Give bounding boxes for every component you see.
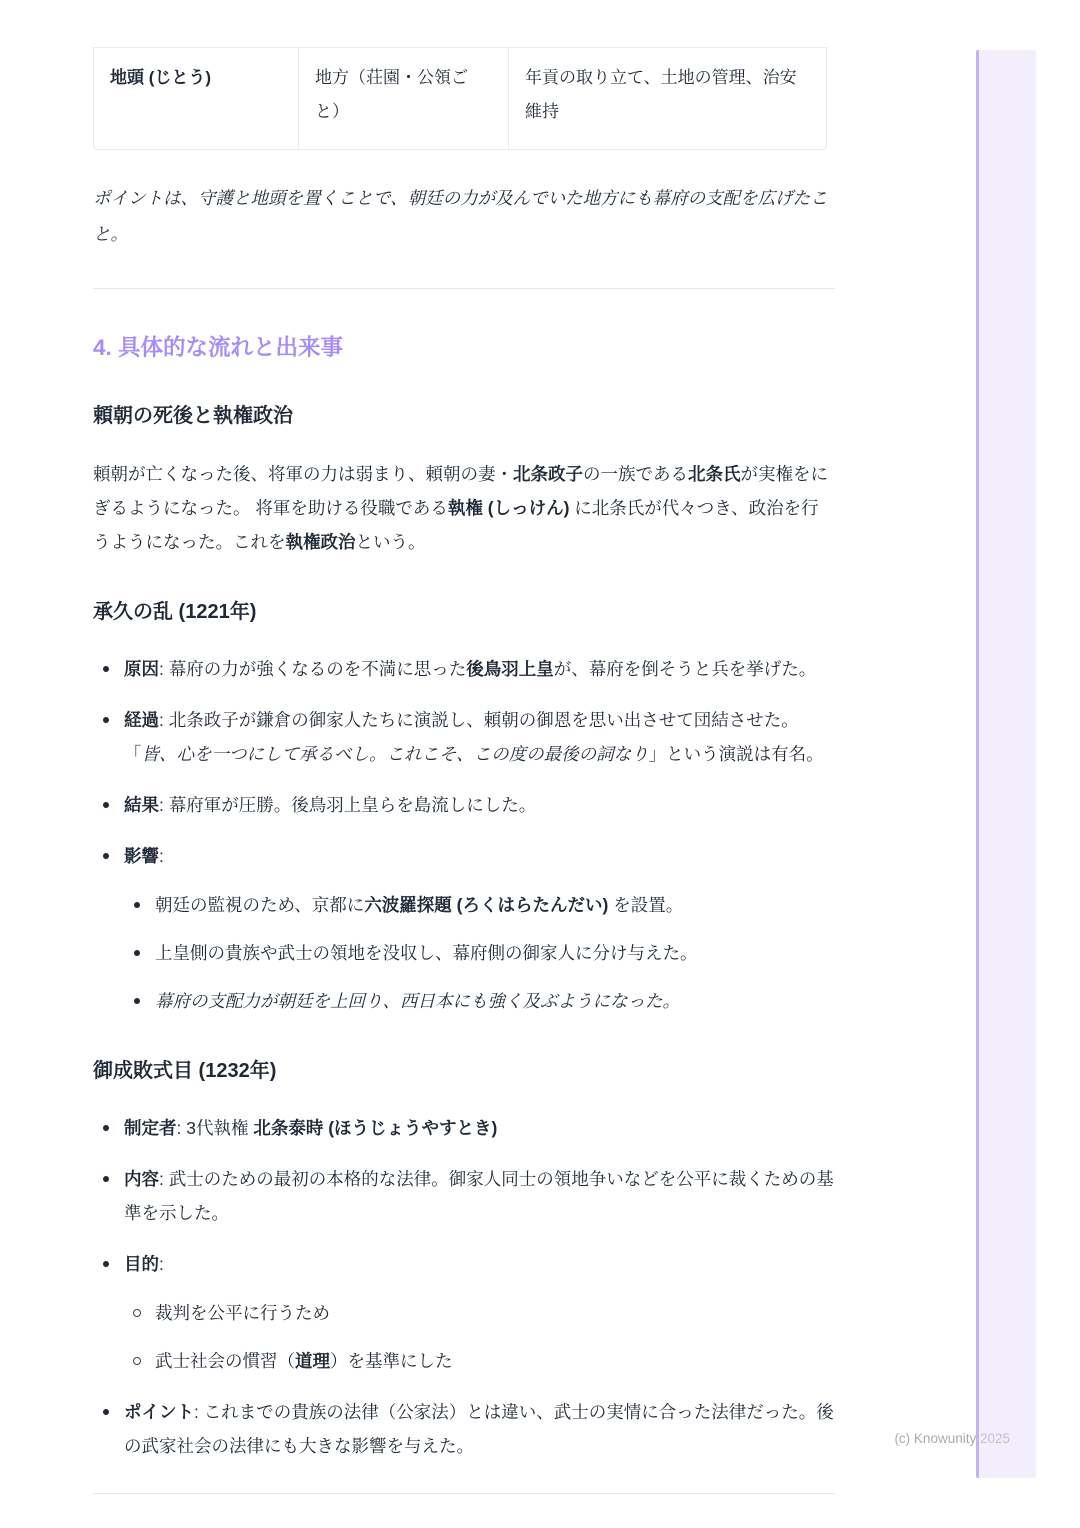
- purpose-label: [124, 1254, 164, 1274]
- text-segment: 目的: [124, 1254, 159, 1274]
- text-segment: 幕府の支配力が朝廷を上回り、西日本にも強く及ぶようになった。: [155, 991, 680, 1011]
- list-item-impact-2: [124, 936, 835, 970]
- text-segment: 原因: [124, 659, 159, 679]
- text-segment: 執権政治: [285, 532, 356, 552]
- goseibai-list: [93, 1111, 835, 1463]
- footer-credit: (c) Knowunity 2025: [894, 1431, 1010, 1446]
- list-item-purpose-2: [124, 1344, 835, 1378]
- subheading-shikken-politics: 頼朝の死後と執権政治: [93, 405, 293, 427]
- purpose-sublist: [124, 1296, 835, 1378]
- table-cell-place: [299, 48, 509, 149]
- text-segment: 経過: [124, 710, 159, 730]
- text-segment: 制定者: [124, 1118, 177, 1138]
- text-segment: 内容: [124, 1169, 159, 1189]
- text-segment: 皆、心を一つにして承るべし。これこそ、この度の最後の詞なり: [141, 744, 649, 764]
- text-segment: :: [159, 1254, 164, 1274]
- section-4-title: 4. 具体的な流れと出来事: [93, 335, 344, 360]
- table-cell-role: [94, 48, 299, 149]
- list-item-purpose-1: [124, 1296, 835, 1330]
- document-page: [93, 0, 835, 1494]
- text-segment: 北条泰時 (ほうじょうやすとき): [253, 1118, 498, 1138]
- text-segment: 北条氏: [688, 464, 741, 484]
- text-segment: 影響: [124, 846, 159, 866]
- text-segment: : 北条政子が鎌倉の御家人たちに演説し、頼朝の御恩を思い出させて団結させた。「: [124, 710, 799, 764]
- text-segment: 頼朝が亡くなった後、将軍の力は弱まり、頼朝の妻・: [93, 464, 513, 484]
- text-segment: 」という演説は有名。: [648, 744, 824, 764]
- section-divider-top: [93, 288, 835, 289]
- text-segment: の一族である: [583, 464, 688, 484]
- text-segment: 地方（荘園・公領ごと）: [315, 68, 468, 121]
- text-segment: 上皇側の貴族や武士の領地を没収し、幕府側の御家人に分け与えた。: [155, 943, 698, 963]
- text-segment: 執権 (しっけん): [447, 498, 570, 518]
- subheading-jokyu-war: 承久の乱 (1221年): [93, 601, 257, 623]
- list-item-maker: [93, 1111, 835, 1145]
- list-item-cause: [93, 652, 835, 686]
- text-segment: に北条氏が代々つき、政治を行うようになった。これを: [93, 498, 819, 552]
- text-segment: 裁判を公平に行うため: [155, 1303, 330, 1323]
- text-segment: : 幕府の力が強くなるのを不満に思った: [159, 659, 467, 679]
- right-highlight-panel: [976, 50, 1036, 1478]
- text-segment: ポイント: [124, 1402, 194, 1422]
- list-item-impact-1: [124, 888, 835, 922]
- section-divider-bottom: [93, 1493, 835, 1494]
- roles-table: [93, 47, 827, 150]
- text-segment: を設置。: [608, 895, 684, 915]
- list-item-content: [93, 1162, 835, 1230]
- list-item-result: [93, 788, 835, 822]
- table-cell-duty: [509, 48, 828, 149]
- list-item-point: [93, 1395, 835, 1463]
- text-segment: ）を基準にした: [330, 1351, 453, 1371]
- text-segment: : 3代執権: [176, 1118, 254, 1138]
- text-segment: 地頭 (じとう): [110, 68, 212, 87]
- list-item-impact: [93, 839, 835, 1018]
- text-segment: 北条政子: [513, 464, 583, 484]
- list-item-course: [93, 703, 835, 771]
- text-segment: 武士社会の慣習（: [155, 1351, 295, 1371]
- impact-sublist: [124, 888, 835, 1018]
- text-segment: 六波羅探題 (ろくはらたんだい): [364, 895, 609, 915]
- jokyu-war-list: [93, 652, 835, 1018]
- point-note-paragraph: [93, 180, 835, 252]
- text-segment: : 幕府軍が圧勝。後鳥羽上皇らを島流しにした。: [159, 795, 537, 815]
- text-segment: 後鳥羽上皇: [466, 659, 554, 679]
- text-segment: という。: [355, 532, 426, 552]
- list-item-purpose: [93, 1247, 835, 1378]
- text-segment: : 武士のための最初の本格的な法律。御家人同士の領地争いなどを公平に裁くための基準を示した。: [124, 1169, 834, 1223]
- shikken-paragraph: [93, 457, 835, 559]
- text-segment: が、幕府を倒そうと兵を挙げた。: [553, 659, 817, 679]
- subheading-goseibai-shikimoku: 御成敗式目 (1232年): [93, 1060, 277, 1082]
- list-item-impact-3: [124, 984, 835, 1018]
- text-segment: : これまでの貴族の法律（公家法）とは違い、武士の実情に合った法律だった。後の武家社会の法律にも大きな影響を与えた。: [124, 1402, 834, 1456]
- text-segment: ポイントは、守護と地頭を置くことで、朝廷の力が及んでいた地方にも幕府の支配を広げたこと。: [93, 188, 828, 244]
- text-segment: 道理: [295, 1351, 330, 1371]
- text-segment: 年貢の取り立て、土地の管理、治安維持: [525, 68, 797, 121]
- text-segment: :: [159, 846, 164, 866]
- impact-label: [124, 846, 164, 866]
- text-segment: が実権をにぎるようになった。 将軍を助ける役職である: [93, 464, 828, 518]
- text-segment: 結果: [124, 795, 159, 815]
- text-segment: 朝廷の監視のため、京都に: [155, 895, 365, 915]
